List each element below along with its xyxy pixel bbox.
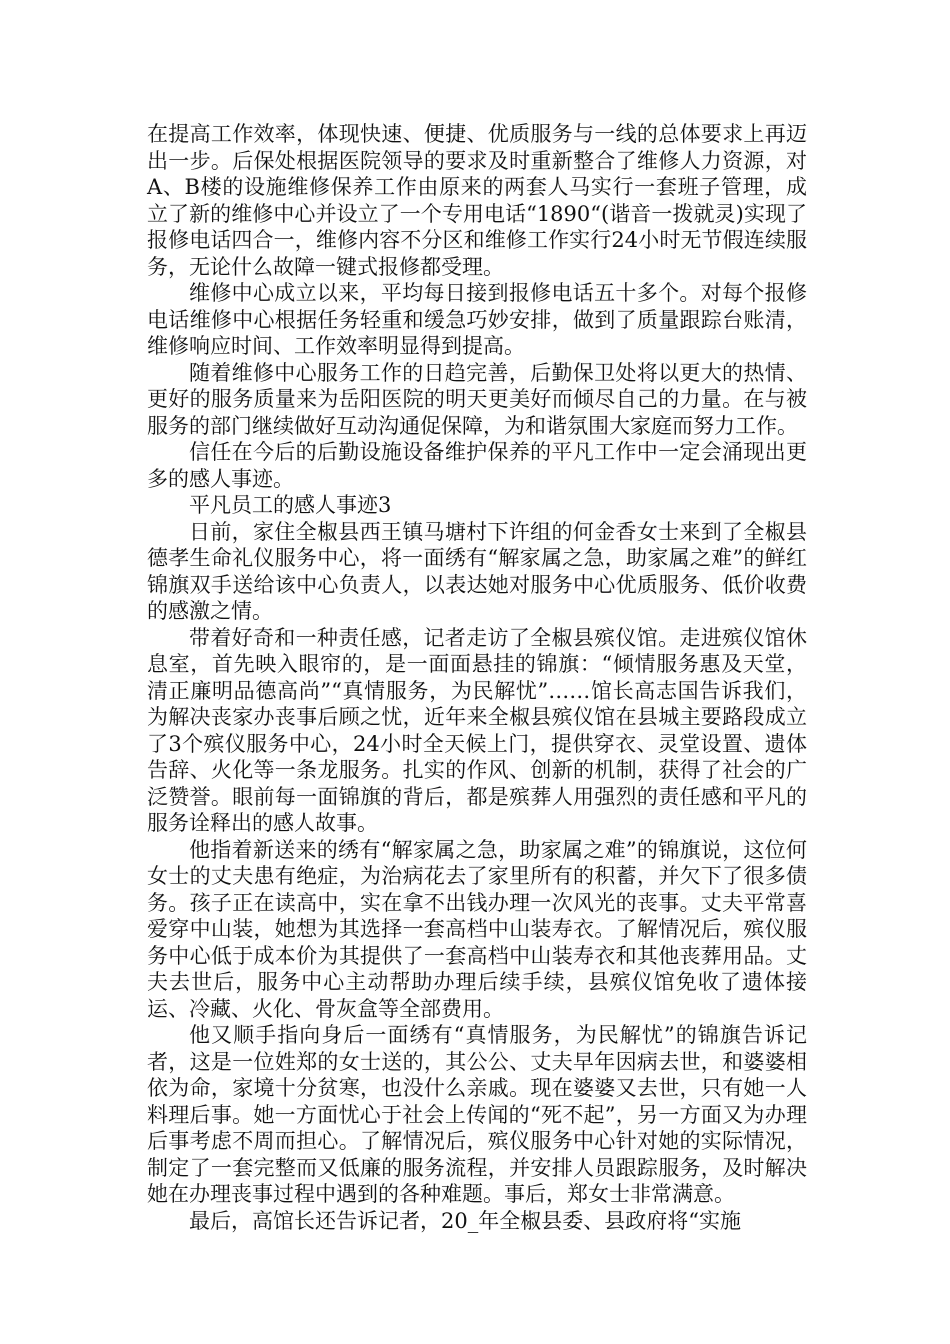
paragraph: 他指着新送来的绣有“解家属之急，助家属之难”的锦旗说，这位何女士的丈夫患有绝症，为治病花去了家里所有的积蓄，并欠下了很多债务。孩子正在读高中，实在拿不出钱办理一次风光的丧事。丈夫平常喜爱穿中山装，她想为其选择一套高档中山装寿衣。了解情况后，殡仪服务中心低于成本价为其提供了一套高档中山装寿衣和其他丧葬用品。丈夫去世后，服务中心主动帮助办理后续手续，县殡仪馆免收了遗体接运、冷藏、火化、骨灰盒等全部费用。	[147, 837, 807, 1021]
paragraph: 带着好奇和一种责任感，记者走访了全椒县殡仪馆。走进殡仪馆休息室，首先映入眼帘的，是一面面悬挂的锦旗：“倾情服务惠及天堂，清正廉明品德高尚”“真情服务，为民解忧”……馆长高志国告诉我们，为解决丧家办丧事后顾之忧，近年来全椒县殡仪馆在县城主要路段成立了3个殡仪服务中心，24小时全天候上门，提供穿衣、灵堂设置、遗体告辞、火化等一条龙服务。扎实的作风、创新的机制，获得了社会的广泛赞誉。眼前每一面锦旗的背后，都是殡葬人用强烈的责任感和平凡的服务诠释出的感人故事。	[147, 625, 807, 835]
paragraph: 最后，高馆长还告诉记者，20_年全椒县委、县政府将“实施	[189, 1208, 741, 1233]
paragraph: 他又顺手指向身后一面绣有“真情服务，为民解忧”的锦旗告诉记者，这是一位姓郑的女士送的，其公公、丈夫早年因病去世，和婆婆相依为命，家境十分贫寒，也没什么亲戚。现在婆婆又去世，只有她一人料理后事。她一方面忧心于社会上传闻的“死不起”，另一方面又为办理后事考虑不周而担心。了解情况后，殡仪服务中心针对她的实际情况，制定了一套完整而又低廉的服务流程，并安排人员跟踪服务，及时解决她在办理丧事过程中遇到的各种难题。事后，郑女士非常满意。	[147, 1023, 807, 1206]
document-body	[147, 121, 807, 1234]
paragraph: 日前，家住全椒县西王镇马塘村下许组的何金香女士来到了全椒县德孝生命礼仪服务中心，将一面绣有“解家属之急，助家属之难”的鲜红锦旗双手送给该中心负责人，以表达她对服务中心优质服务、低价收费的感激之情。	[147, 519, 807, 623]
paragraph: 维修中心成立以来，平均每日接到报修电话五十多个。对每个报修电话维修中心根据任务轻重和缓急巧妙安排，做到了质量跟踪台账清，维修响应时间、工作效率明显得到提高。	[147, 281, 807, 358]
paragraph: 随着维修中心服务工作的日趋完善，后勤保卫处将以更大的热情、更好的服务质量来为岳阳医院的明天更美好而倾尽自己的力量。在与被服务的部门继续做好互动沟通促保障，为和谐氛围大家庭而努力工作。	[147, 360, 807, 438]
paragraph: 信任在今后的后勤设施设备维护保养的平凡工作中一定会涌现出更多的感人事迹。	[147, 440, 807, 491]
section-heading: 平凡员工的感人事迹3	[189, 493, 392, 517]
paragraph-continued: 在提高工作效率，体现快速、便捷、优质服务与一线的总体要求上再迈出一步。后保处根据医院领导的要求及时重新整合了维修人力资源，对A、B楼的设施维修保养工作由原来的两套人马实行一套班子管理，成立了新的维修中心并设立了一个专用电话“1890“(谐音一拨就灵)实现了报修电话四合一，维修内容不分区和维修工作实行24小时无节假连续服务，无论什么故障一键式报修都受理。	[147, 122, 807, 279]
